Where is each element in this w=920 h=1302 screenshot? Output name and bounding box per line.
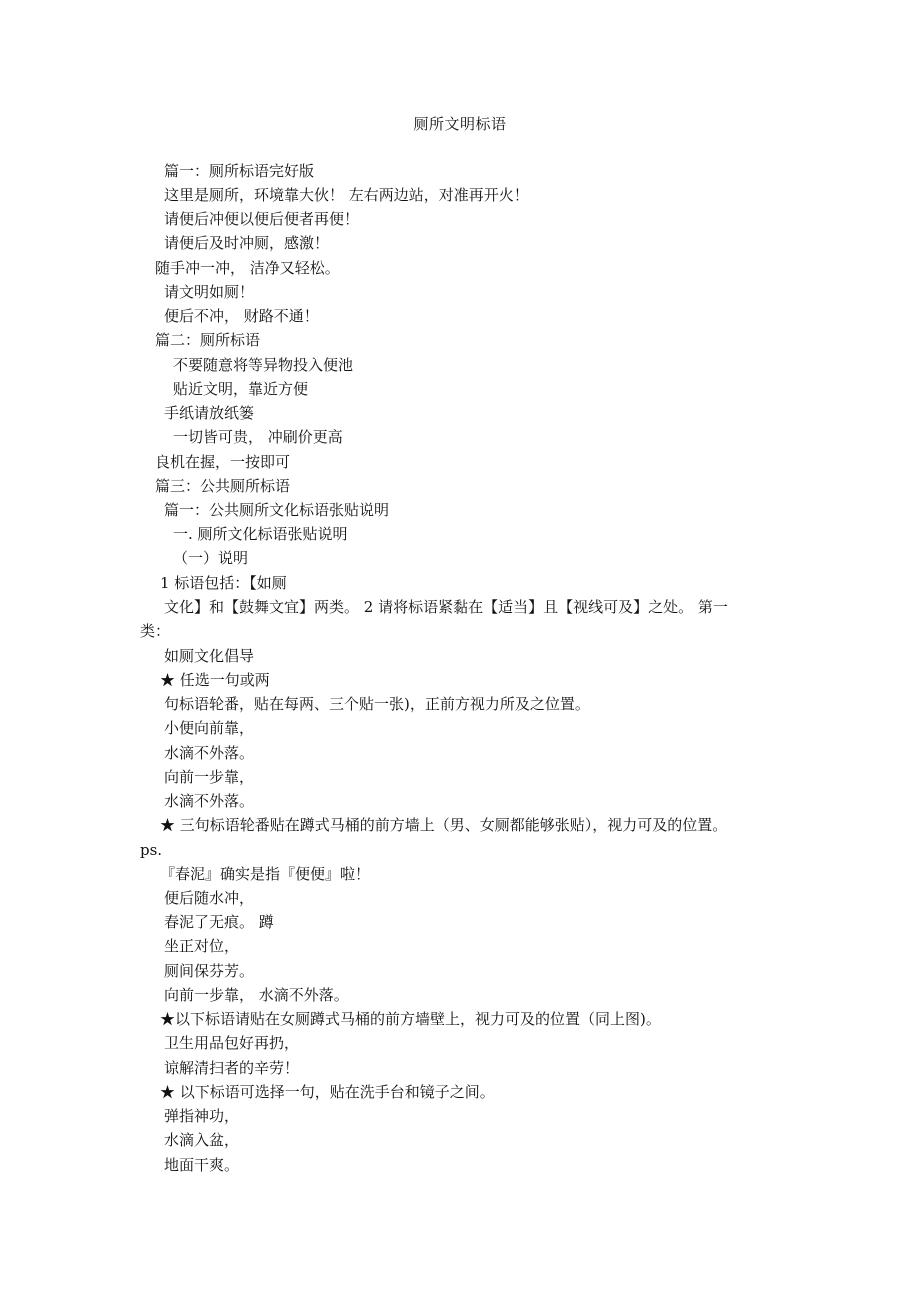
text-line: 如厕文化倡导 [164, 647, 255, 665]
text-line: 卫生用品包好再扔， [164, 1034, 300, 1052]
text-line: 水滴入盆， [164, 1131, 240, 1149]
text-line: 良机在握，一按即可 [155, 453, 291, 471]
text-line: 谅解清扫者的辛劳！ [164, 1059, 300, 1077]
text-line: 请文明如厕！ [164, 283, 255, 301]
text-line: 篇一：公共厕所文化标语张贴说明 [164, 501, 390, 519]
text-line: （一）说明 [173, 549, 249, 567]
text-line: 『春泥』确实是指『便便』啦！ [160, 865, 371, 883]
text-line: ps. [140, 841, 163, 859]
text-line: 句标语轮番，贴在每两、三个贴一张)，正前方视力所及之位置。 [164, 695, 590, 713]
text-line: ★ 三句标语轮番贴在蹲式马桶的前方墙上（男、女厕都能够张贴），视力可及的位置。 [160, 816, 728, 834]
text-line: 向前一步靠， 水滴不外落。 [164, 986, 349, 1004]
text-line: 请便后冲便以便后便者再便！ [164, 210, 360, 228]
text-line: 春泥了无痕。 蹲 [164, 913, 274, 931]
text-line: 手纸请放纸篓 [164, 404, 255, 422]
text-line: 水滴不外落。 [164, 792, 255, 810]
text-line: 1 标语包括：【如厕 [160, 574, 287, 592]
text-line: 小便向前靠， [164, 719, 255, 737]
text-line: 这里是厕所，环境靠大伙！ 左右两边站，对准再开火！ [164, 186, 529, 204]
text-line: 一切皆可贵， 冲刷价更高 [173, 428, 343, 446]
text-line: 篇一：厕所标语完好版 [164, 162, 315, 180]
text-line: ★ 以下标语可选择一句，贴在洗手台和镜子之间。 [160, 1083, 495, 1101]
text-line: 便后不冲， 财路不通！ [164, 307, 319, 325]
text-line: 地面干爽。 [164, 1156, 240, 1174]
text-line: ★ 任选一句或两 [160, 671, 270, 689]
text-line: 一. 厕所文化标语张贴说明 [173, 525, 348, 543]
text-line: 篇三：公共厕所标语 [155, 477, 291, 495]
text-line: 不要随意将等异物投入便池 [173, 356, 354, 374]
text-line: 水滴不外落。 [164, 744, 255, 762]
text-line: 类： [140, 622, 171, 640]
text-line: 随手冲一冲， 洁净又轻松。 [155, 259, 340, 277]
text-line: 文化】和【鼓舞文宜】两类。 2 请将标语紧黏在【适当】且【视线可及】之处。 第一 [164, 598, 728, 616]
text-line: 篇二：厕所标语 [155, 331, 261, 349]
text-line: 便后随水冲， [164, 889, 255, 907]
text-line: 请便后及时冲厕，感激！ [164, 234, 330, 252]
text-line: 厕间保芬芳。 [164, 962, 255, 980]
document-title: 厕所文明标语 [413, 115, 507, 133]
text-line: ★以下标语请贴在女厕蹲式马桶的前方墙壁上，视力可及的位置（同上图)。 [160, 1010, 661, 1028]
text-line: 贴近文明，靠近方便 [173, 380, 309, 398]
text-line: 坐正对位， [164, 937, 240, 955]
text-line: 弹指神功， [164, 1107, 240, 1125]
text-line: 向前一步靠， [164, 768, 255, 786]
